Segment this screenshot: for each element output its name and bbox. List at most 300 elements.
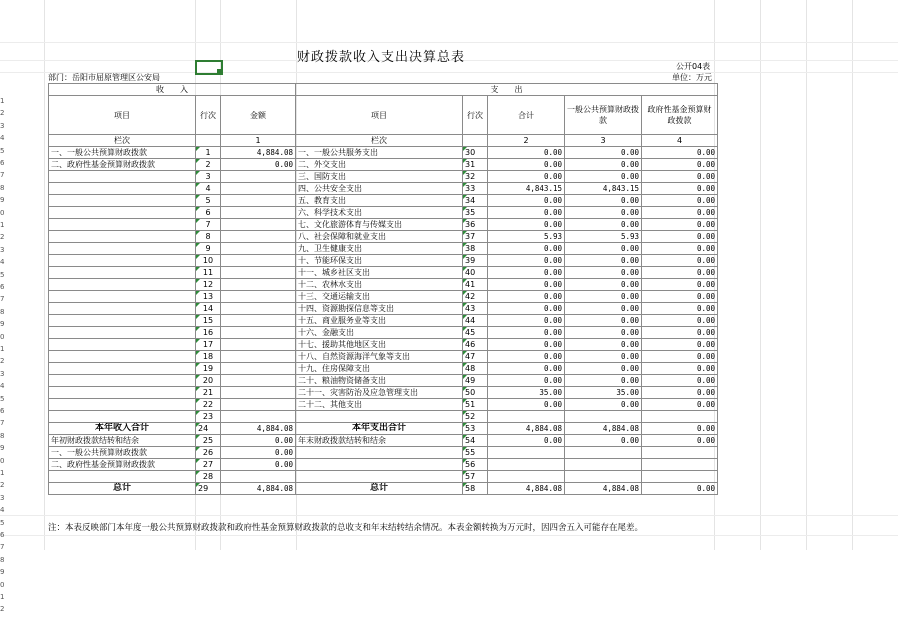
income-amount[interactable] bbox=[221, 171, 296, 183]
line-number[interactable]: 44 bbox=[463, 315, 488, 327]
expense-fund[interactable]: 0.00 bbox=[642, 219, 718, 231]
expense-general[interactable]: 5.93 bbox=[565, 231, 642, 243]
expense-item[interactable]: 十四、资源勘探信息等支出 bbox=[296, 303, 463, 315]
row-header[interactable]: 2 bbox=[0, 481, 5, 490]
row-header[interactable]: 2 bbox=[0, 233, 5, 242]
table-row[interactable] bbox=[49, 375, 718, 387]
row-header[interactable]: 2 bbox=[0, 357, 5, 366]
row-header[interactable]: 5 bbox=[0, 270, 5, 279]
line-number[interactable]: 4 bbox=[196, 183, 221, 195]
fill-handle[interactable] bbox=[217, 69, 221, 73]
expense-general[interactable]: 0.00 bbox=[565, 243, 642, 255]
line-number[interactable]: 25 bbox=[196, 435, 221, 447]
expense-general[interactable]: 0.00 bbox=[565, 351, 642, 363]
expense-general[interactable]: 0.00 bbox=[565, 147, 642, 159]
income-item[interactable] bbox=[49, 207, 196, 219]
line-number[interactable]: 50 bbox=[463, 387, 488, 399]
income-item[interactable] bbox=[49, 195, 196, 207]
expense-item[interactable] bbox=[296, 471, 463, 483]
expense-general[interactable]: 0.00 bbox=[565, 159, 642, 171]
line-number[interactable]: 26 bbox=[196, 447, 221, 459]
line-number[interactable]: 11 bbox=[196, 267, 221, 279]
expense-total-general[interactable]: 4,884.08 bbox=[565, 423, 642, 435]
expense-total[interactable]: 0.00 bbox=[488, 195, 565, 207]
expense-general[interactable]: 0.00 bbox=[565, 279, 642, 291]
expense-fund[interactable]: 0.00 bbox=[642, 195, 718, 207]
row-header[interactable]: 9 bbox=[0, 568, 5, 577]
income-item[interactable] bbox=[49, 399, 196, 411]
expense-fund[interactable]: 0.00 bbox=[642, 255, 718, 267]
expense-fund[interactable]: 0.00 bbox=[642, 363, 718, 375]
expense-fund[interactable]: 0.00 bbox=[642, 435, 718, 447]
row-header[interactable]: 9 bbox=[0, 196, 5, 205]
grand-total-fund[interactable]: 0.00 bbox=[642, 483, 718, 495]
table-row[interactable] bbox=[49, 243, 718, 255]
row-header[interactable]: 1 bbox=[0, 221, 5, 229]
expense-general[interactable] bbox=[565, 471, 642, 483]
line-number[interactable]: 47 bbox=[463, 351, 488, 363]
expense-total[interactable]: 0.00 bbox=[488, 147, 565, 159]
expense-total[interactable] bbox=[488, 471, 565, 483]
row-header[interactable]: 5 bbox=[0, 518, 5, 527]
expense-fund[interactable]: 0.00 bbox=[642, 147, 718, 159]
line-number[interactable]: 40 bbox=[463, 267, 488, 279]
row-header[interactable]: 0 bbox=[0, 332, 5, 341]
expense-fund[interactable]: 0.00 bbox=[642, 207, 718, 219]
table-row[interactable] bbox=[49, 387, 718, 399]
row-header[interactable]: 0 bbox=[0, 456, 5, 465]
income-amount[interactable] bbox=[221, 303, 296, 315]
row-header[interactable]: 7 bbox=[0, 543, 5, 552]
row-header[interactable]: 0 bbox=[0, 208, 5, 217]
income-item[interactable] bbox=[49, 351, 196, 363]
line-number[interactable]: 14 bbox=[196, 303, 221, 315]
expense-item[interactable]: 十八、自然资源海洋气象等支出 bbox=[296, 351, 463, 363]
expense-fund[interactable]: 0.00 bbox=[642, 399, 718, 411]
income-item[interactable] bbox=[49, 279, 196, 291]
expense-item[interactable]: 十九、住房保障支出 bbox=[296, 363, 463, 375]
income-item[interactable] bbox=[49, 315, 196, 327]
expense-total[interactable] bbox=[488, 411, 565, 423]
expense-fund[interactable]: 0.00 bbox=[642, 327, 718, 339]
income-amount[interactable] bbox=[221, 471, 296, 483]
row-header[interactable]: 8 bbox=[0, 183, 5, 192]
table-row[interactable] bbox=[49, 291, 718, 303]
row-header[interactable]: 1 bbox=[0, 97, 5, 105]
line-number[interactable]: 57 bbox=[463, 471, 488, 483]
income-amount[interactable] bbox=[221, 327, 296, 339]
line-number[interactable]: 9 bbox=[196, 243, 221, 255]
expense-general[interactable]: 0.00 bbox=[565, 363, 642, 375]
line-number[interactable]: 10 bbox=[196, 255, 221, 267]
expense-item[interactable]: 十七、援助其他地区支出 bbox=[296, 339, 463, 351]
line-number[interactable]: 46 bbox=[463, 339, 488, 351]
table-row[interactable] bbox=[49, 207, 718, 219]
expense-total[interactable]: 4,843.15 bbox=[488, 183, 565, 195]
table-row[interactable] bbox=[49, 327, 718, 339]
line-number[interactable]: 30 bbox=[463, 147, 488, 159]
expense-fund[interactable]: 0.00 bbox=[642, 351, 718, 363]
line-number[interactable]: 51 bbox=[463, 399, 488, 411]
line-number[interactable]: 48 bbox=[463, 363, 488, 375]
line-number[interactable]: 53 bbox=[463, 423, 488, 435]
expense-general[interactable]: 0.00 bbox=[565, 327, 642, 339]
income-amount[interactable] bbox=[221, 195, 296, 207]
expense-fund[interactable]: 0.00 bbox=[642, 183, 718, 195]
expense-total[interactable]: 0.00 bbox=[488, 327, 565, 339]
line-number[interactable]: 58 bbox=[463, 483, 488, 495]
line-number[interactable]: 5 bbox=[196, 195, 221, 207]
line-number[interactable]: 54 bbox=[463, 435, 488, 447]
line-number[interactable]: 22 bbox=[196, 399, 221, 411]
expense-total[interactable]: 5.93 bbox=[488, 231, 565, 243]
expense-item[interactable]: 十二、农林水支出 bbox=[296, 279, 463, 291]
table-row[interactable] bbox=[49, 399, 718, 411]
expense-item[interactable]: 二、外交支出 bbox=[296, 159, 463, 171]
expense-item[interactable]: 年末财政拨款结转和结余 bbox=[296, 435, 463, 447]
expense-total[interactable]: 0.00 bbox=[488, 207, 565, 219]
expense-total-label[interactable]: 本年支出合计 bbox=[296, 423, 463, 435]
expense-fund[interactable]: 0.00 bbox=[642, 303, 718, 315]
expense-total[interactable]: 35.00 bbox=[488, 387, 565, 399]
row-header[interactable]: 3 bbox=[0, 121, 5, 130]
income-amount[interactable] bbox=[221, 291, 296, 303]
income-amount[interactable] bbox=[221, 351, 296, 363]
line-number[interactable]: 39 bbox=[463, 255, 488, 267]
table-row[interactable] bbox=[49, 159, 718, 171]
line-number[interactable]: 12 bbox=[196, 279, 221, 291]
income-amount[interactable] bbox=[221, 279, 296, 291]
line-number[interactable]: 2 bbox=[196, 159, 221, 171]
expense-total[interactable] bbox=[488, 447, 565, 459]
income-item[interactable] bbox=[49, 183, 196, 195]
table-row[interactable] bbox=[49, 459, 718, 471]
expense-fund[interactable]: 0.00 bbox=[642, 267, 718, 279]
income-amount[interactable] bbox=[221, 363, 296, 375]
expense-total[interactable] bbox=[488, 459, 565, 471]
grand-total-sum[interactable]: 4,884.08 bbox=[488, 483, 565, 495]
expense-general[interactable]: 0.00 bbox=[565, 375, 642, 387]
expense-item[interactable]: 十六、金融支出 bbox=[296, 327, 463, 339]
row-header[interactable]: 5 bbox=[0, 146, 5, 155]
line-number[interactable]: 28 bbox=[196, 471, 221, 483]
row-header[interactable]: 2 bbox=[0, 109, 5, 118]
expense-fund[interactable]: 0.00 bbox=[642, 171, 718, 183]
income-amount[interactable]: 0.00 bbox=[221, 435, 296, 447]
line-number[interactable]: 52 bbox=[463, 411, 488, 423]
expense-item[interactable] bbox=[296, 411, 463, 423]
income-item[interactable]: 一、一般公共预算财政拨款 bbox=[49, 447, 196, 459]
row-header[interactable]: 3 bbox=[0, 245, 5, 254]
row-header[interactable]: 7 bbox=[0, 171, 5, 180]
table-row[interactable] bbox=[49, 351, 718, 363]
expense-fund[interactable]: 0.00 bbox=[642, 315, 718, 327]
line-number[interactable]: 7 bbox=[196, 219, 221, 231]
expense-total[interactable]: 0.00 bbox=[488, 363, 565, 375]
line-number[interactable]: 15 bbox=[196, 315, 221, 327]
income-item[interactable] bbox=[49, 303, 196, 315]
expense-item[interactable] bbox=[296, 459, 463, 471]
total-row[interactable] bbox=[49, 423, 718, 435]
row-header[interactable]: 3 bbox=[0, 493, 5, 502]
row-header[interactable]: 3 bbox=[0, 369, 5, 378]
line-number[interactable]: 42 bbox=[463, 291, 488, 303]
row-header[interactable]: 2 bbox=[0, 605, 5, 614]
row-header[interactable]: 7 bbox=[0, 419, 5, 428]
row-header[interactable]: 8 bbox=[0, 307, 5, 316]
expense-item[interactable] bbox=[296, 447, 463, 459]
income-amount[interactable] bbox=[221, 207, 296, 219]
line-number[interactable]: 8 bbox=[196, 231, 221, 243]
expense-fund[interactable]: 0.00 bbox=[642, 375, 718, 387]
row-header[interactable]: 1 bbox=[0, 345, 5, 353]
income-amount[interactable]: 0.00 bbox=[221, 459, 296, 471]
expense-total[interactable]: 0.00 bbox=[488, 267, 565, 279]
line-number[interactable]: 27 bbox=[196, 459, 221, 471]
expense-general[interactable] bbox=[565, 447, 642, 459]
row-header[interactable]: 0 bbox=[0, 580, 5, 589]
row-header[interactable]: 1 bbox=[0, 593, 5, 601]
income-item[interactable] bbox=[49, 339, 196, 351]
row-header[interactable]: 4 bbox=[0, 258, 5, 267]
expense-total[interactable]: 0.00 bbox=[488, 375, 565, 387]
table-row[interactable] bbox=[49, 255, 718, 267]
income-amount[interactable] bbox=[221, 243, 296, 255]
income-amount[interactable]: 0.00 bbox=[221, 447, 296, 459]
expense-general[interactable]: 0.00 bbox=[565, 219, 642, 231]
table-row[interactable] bbox=[49, 447, 718, 459]
table-row[interactable] bbox=[49, 411, 718, 423]
income-item[interactable]: 二、政府性基金预算财政拨款 bbox=[49, 459, 196, 471]
row-header[interactable]: 6 bbox=[0, 159, 5, 167]
income-amount[interactable] bbox=[221, 183, 296, 195]
expense-item[interactable]: 十五、商业服务业等支出 bbox=[296, 315, 463, 327]
line-number[interactable]: 33 bbox=[463, 183, 488, 195]
income-total-label[interactable]: 本年收入合计 bbox=[49, 423, 196, 435]
line-number[interactable]: 38 bbox=[463, 243, 488, 255]
expense-item[interactable]: 九、卫生健康支出 bbox=[296, 243, 463, 255]
line-number[interactable]: 24 bbox=[196, 423, 221, 435]
line-number[interactable]: 35 bbox=[463, 207, 488, 219]
expense-general[interactable] bbox=[565, 459, 642, 471]
line-number[interactable]: 19 bbox=[196, 363, 221, 375]
grand-total-income[interactable]: 4,884.08 bbox=[221, 483, 296, 495]
row-header[interactable]: 7 bbox=[0, 295, 5, 304]
expense-general[interactable]: 35.00 bbox=[565, 387, 642, 399]
row-header[interactable]: 6 bbox=[0, 407, 5, 415]
row-header[interactable]: 6 bbox=[0, 283, 5, 291]
line-number[interactable]: 16 bbox=[196, 327, 221, 339]
expense-total[interactable]: 0.00 bbox=[488, 399, 565, 411]
line-number[interactable]: 23 bbox=[196, 411, 221, 423]
expense-general[interactable]: 0.00 bbox=[565, 291, 642, 303]
table-row[interactable] bbox=[49, 471, 718, 483]
income-item[interactable] bbox=[49, 327, 196, 339]
grand-total-row[interactable] bbox=[49, 483, 718, 495]
expense-general[interactable]: 0.00 bbox=[565, 171, 642, 183]
expense-general[interactable] bbox=[565, 411, 642, 423]
line-number[interactable]: 17 bbox=[196, 339, 221, 351]
income-total-amount[interactable]: 4,884.08 bbox=[221, 423, 296, 435]
income-amount[interactable] bbox=[221, 255, 296, 267]
line-number[interactable]: 32 bbox=[463, 171, 488, 183]
line-number[interactable]: 13 bbox=[196, 291, 221, 303]
expense-fund[interactable] bbox=[642, 471, 718, 483]
income-item[interactable] bbox=[49, 267, 196, 279]
expense-item[interactable]: 四、公共安全支出 bbox=[296, 183, 463, 195]
line-number[interactable]: 45 bbox=[463, 327, 488, 339]
expense-general[interactable]: 0.00 bbox=[565, 435, 642, 447]
expense-item[interactable]: 七、文化旅游体育与传媒支出 bbox=[296, 219, 463, 231]
row-header[interactable]: 4 bbox=[0, 506, 5, 515]
expense-item[interactable]: 六、科学技术支出 bbox=[296, 207, 463, 219]
expense-general[interactable]: 0.00 bbox=[565, 339, 642, 351]
row-header[interactable]: 8 bbox=[0, 431, 5, 440]
line-number[interactable]: 36 bbox=[463, 219, 488, 231]
expense-general[interactable]: 0.00 bbox=[565, 303, 642, 315]
table-row[interactable] bbox=[49, 183, 718, 195]
income-amount[interactable] bbox=[221, 411, 296, 423]
expense-item[interactable]: 五、教育支出 bbox=[296, 195, 463, 207]
expense-total[interactable]: 0.00 bbox=[488, 339, 565, 351]
expense-general[interactable]: 0.00 bbox=[565, 207, 642, 219]
income-item[interactable] bbox=[49, 291, 196, 303]
expense-total[interactable]: 0.00 bbox=[488, 255, 565, 267]
expense-general[interactable]: 0.00 bbox=[565, 255, 642, 267]
expense-fund[interactable]: 0.00 bbox=[642, 339, 718, 351]
income-amount[interactable] bbox=[221, 387, 296, 399]
expense-general[interactable]: 0.00 bbox=[565, 315, 642, 327]
table-row[interactable] bbox=[49, 231, 718, 243]
expense-fund[interactable]: 0.00 bbox=[642, 159, 718, 171]
income-item[interactable] bbox=[49, 363, 196, 375]
table-row[interactable] bbox=[49, 303, 718, 315]
line-number[interactable]: 20 bbox=[196, 375, 221, 387]
line-number[interactable]: 3 bbox=[196, 171, 221, 183]
expense-item[interactable]: 二十二、其他支出 bbox=[296, 399, 463, 411]
table-row[interactable] bbox=[49, 267, 718, 279]
expense-total[interactable]: 0.00 bbox=[488, 315, 565, 327]
line-number[interactable]: 55 bbox=[463, 447, 488, 459]
expense-total[interactable]: 0.00 bbox=[488, 159, 565, 171]
expense-item[interactable]: 十一、城乡社区支出 bbox=[296, 267, 463, 279]
expense-total[interactable]: 0.00 bbox=[488, 243, 565, 255]
row-header[interactable]: 8 bbox=[0, 555, 5, 564]
expense-total[interactable]: 0.00 bbox=[488, 291, 565, 303]
expense-item[interactable]: 十三、交通运输支出 bbox=[296, 291, 463, 303]
line-number[interactable]: 31 bbox=[463, 159, 488, 171]
table-row[interactable] bbox=[49, 315, 718, 327]
income-item[interactable] bbox=[49, 255, 196, 267]
expense-fund[interactable] bbox=[642, 411, 718, 423]
expense-fund[interactable] bbox=[642, 447, 718, 459]
line-number[interactable]: 41 bbox=[463, 279, 488, 291]
income-item[interactable] bbox=[49, 411, 196, 423]
expense-total-fund[interactable]: 0.00 bbox=[642, 423, 718, 435]
income-amount[interactable] bbox=[221, 399, 296, 411]
grand-total-label[interactable]: 总计 bbox=[296, 483, 463, 495]
table-row[interactable] bbox=[49, 363, 718, 375]
income-amount[interactable]: 0.00 bbox=[221, 159, 296, 171]
row-header[interactable]: 5 bbox=[0, 394, 5, 403]
table-row[interactable] bbox=[49, 171, 718, 183]
table-row[interactable] bbox=[49, 147, 718, 159]
line-number[interactable]: 43 bbox=[463, 303, 488, 315]
line-number[interactable]: 29 bbox=[196, 483, 221, 495]
expense-fund[interactable]: 0.00 bbox=[642, 387, 718, 399]
expense-total[interactable]: 0.00 bbox=[488, 351, 565, 363]
expense-item[interactable]: 十、节能环保支出 bbox=[296, 255, 463, 267]
expense-total[interactable]: 0.00 bbox=[488, 435, 565, 447]
expense-total[interactable]: 0.00 bbox=[488, 279, 565, 291]
expense-general[interactable]: 0.00 bbox=[565, 399, 642, 411]
line-number[interactable]: 1 bbox=[196, 147, 221, 159]
income-item[interactable] bbox=[49, 231, 196, 243]
income-item[interactable] bbox=[49, 171, 196, 183]
expense-total-sum[interactable]: 4,884.08 bbox=[488, 423, 565, 435]
expense-fund[interactable]: 0.00 bbox=[642, 279, 718, 291]
income-amount[interactable] bbox=[221, 267, 296, 279]
row-header[interactable]: 6 bbox=[0, 531, 5, 539]
income-item[interactable]: 年初财政拨款结转和结余 bbox=[49, 435, 196, 447]
row-header[interactable]: 1 bbox=[0, 469, 5, 477]
expense-item[interactable]: 八、社会保障和就业支出 bbox=[296, 231, 463, 243]
line-number[interactable]: 6 bbox=[196, 207, 221, 219]
income-amount[interactable] bbox=[221, 219, 296, 231]
line-number[interactable]: 37 bbox=[463, 231, 488, 243]
table-row[interactable] bbox=[49, 219, 718, 231]
line-number[interactable]: 21 bbox=[196, 387, 221, 399]
line-number[interactable]: 18 bbox=[196, 351, 221, 363]
income-item[interactable]: 二、政府性基金预算财政拨款 bbox=[49, 159, 196, 171]
expense-item[interactable]: 一、一般公共服务支出 bbox=[296, 147, 463, 159]
income-item[interactable] bbox=[49, 471, 196, 483]
expense-fund[interactable]: 0.00 bbox=[642, 243, 718, 255]
table-row[interactable] bbox=[49, 339, 718, 351]
expense-total[interactable]: 0.00 bbox=[488, 219, 565, 231]
income-item[interactable] bbox=[49, 375, 196, 387]
expense-fund[interactable]: 0.00 bbox=[642, 291, 718, 303]
expense-item[interactable]: 二十一、灾害防治及应急管理支出 bbox=[296, 387, 463, 399]
expense-general[interactable]: 0.00 bbox=[565, 195, 642, 207]
table-row[interactable] bbox=[49, 279, 718, 291]
income-amount[interactable] bbox=[221, 231, 296, 243]
grand-total-general[interactable]: 4,884.08 bbox=[565, 483, 642, 495]
expense-general[interactable]: 4,843.15 bbox=[565, 183, 642, 195]
income-item[interactable] bbox=[49, 387, 196, 399]
income-item[interactable]: 一、一般公共预算财政拨款 bbox=[49, 147, 196, 159]
income-amount[interactable] bbox=[221, 339, 296, 351]
row-header[interactable]: 4 bbox=[0, 134, 5, 143]
expense-item[interactable]: 三、国防支出 bbox=[296, 171, 463, 183]
row-header[interactable]: 9 bbox=[0, 444, 5, 453]
line-number[interactable]: 56 bbox=[463, 459, 488, 471]
income-item[interactable] bbox=[49, 243, 196, 255]
income-amount[interactable]: 4,884.08 bbox=[221, 147, 296, 159]
expense-fund[interactable]: 0.00 bbox=[642, 231, 718, 243]
expense-total[interactable]: 0.00 bbox=[488, 171, 565, 183]
grand-total-label[interactable]: 总计 bbox=[49, 483, 196, 495]
expense-item[interactable]: 二十、粮油物资储备支出 bbox=[296, 375, 463, 387]
row-header[interactable]: 4 bbox=[0, 382, 5, 391]
row-header[interactable]: 9 bbox=[0, 320, 5, 329]
income-amount[interactable] bbox=[221, 375, 296, 387]
expense-total[interactable]: 0.00 bbox=[488, 303, 565, 315]
table-row[interactable] bbox=[49, 435, 718, 447]
table-row[interactable] bbox=[49, 195, 718, 207]
line-number[interactable]: 34 bbox=[463, 195, 488, 207]
line-number[interactable]: 49 bbox=[463, 375, 488, 387]
